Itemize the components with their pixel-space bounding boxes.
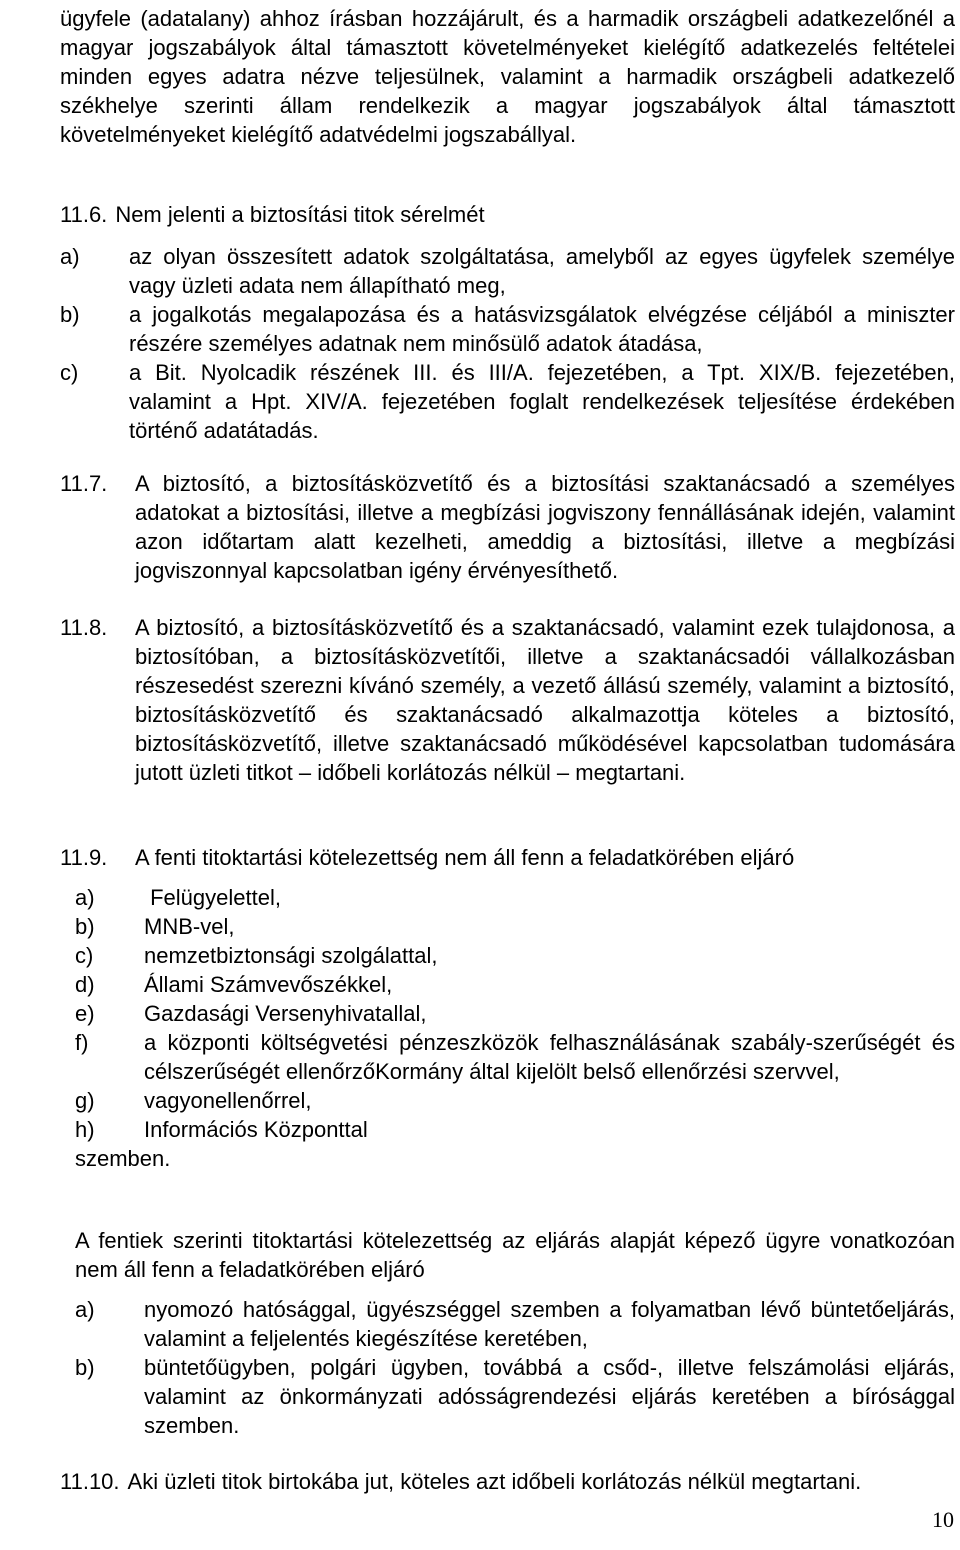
list-item-text: Felügyelettel,: [144, 885, 281, 910]
list-item-letter: b): [75, 1355, 95, 1380]
list-item: [75, 1353, 955, 1440]
list-item-text: MNB-vel,: [144, 914, 235, 939]
list-item-letter: g): [75, 1088, 95, 1113]
section-11-10: [60, 1467, 955, 1496]
list-item-letter: d): [75, 972, 95, 997]
list-item-letter: f): [75, 1030, 89, 1055]
list-item: [75, 1295, 955, 1353]
section-number: 11.6.: [60, 202, 108, 227]
section-number: 11.7.: [60, 471, 108, 496]
section-11-8: [60, 613, 955, 787]
list-item-text: Gazdasági Versenyhivatallal,: [144, 1001, 427, 1026]
section-title: Nem jelenti a biztosítási titok sérelmét: [115, 202, 485, 227]
list-item-text: büntetőügyben, polgári ügyben, továbbá a csőd-, illetve felszámolási eljárás, valamint az önkormányzati adósságrendezési eljárás keretében a bírósággal szemben.: [144, 1355, 955, 1438]
intro-paragraph: [60, 4, 955, 149]
list-item: [75, 1086, 955, 1115]
list-item: [75, 1028, 955, 1086]
paragraph-text: A fentiek szerinti titoktartási kötelezettség az eljárás alapját képező ügyre vonatkozóan nem áll fenn a feladatkörében eljáró: [75, 1228, 955, 1282]
section-number: 11.8.: [60, 615, 108, 640]
list-item-letter: c): [60, 360, 79, 385]
list-item-text: vagyonellenőrrel,: [144, 1088, 312, 1113]
section-text: Aki üzleti titok birtokába jut, köteles azt időbeli korlátozás nélkül megtartani.: [127, 1469, 862, 1494]
section-11-9: [60, 843, 955, 872]
list-item-text: az olyan összesített adatok szolgáltatása, amelyből az egyes ügyfelek személye vagy üzleti adata nem állapítható meg,: [129, 244, 955, 298]
section-11-6-heading: [60, 200, 955, 229]
list-item: [60, 300, 955, 358]
list-item: [75, 941, 955, 970]
section-11-6-list: [60, 242, 955, 445]
page-number: 10: [932, 1507, 954, 1532]
list-item-text: Állami Számvevőszékkel,: [144, 972, 393, 997]
list-item-letter: b): [60, 302, 80, 327]
list-item: [60, 358, 955, 445]
list-item-letter: e): [75, 1001, 95, 1026]
list-item: [75, 999, 955, 1028]
section-11-10-row: [60, 1467, 955, 1496]
section-text: A biztosító, a biztosításközvetítő és a szaktanácsadó, valamint ezek tulajdonosa, a biztosítóban, a biztosításközvetítői, illetve a szaktanácsadói vállalkozásban részesedést szerezni kívánó személy, a vezető állású személy, valamint a biztosító, biztosításközvetítő és szaktanácsadó alkalmazottja köteles a biztosító, biztosításközvetítő, illetve szaktanácsadó működésével kapcsolatban tudomására jutott üzleti titkot – időbeli korlátozás nélkül – megtartani.: [135, 615, 955, 785]
list-item: [60, 242, 955, 300]
list-item-text: a Bit. Nyolcadik részének III. és III/A. fejezetében, a Tpt. XIX/B. fejezetében, valamint a Hpt. XIV/A. fejezetében foglalt rendelkezések teljesítése érdekében történő adatátadás.: [129, 360, 955, 443]
section-11-7-row: [60, 469, 955, 585]
section-number: 11.9.: [60, 845, 108, 870]
list-closing: szemben.: [75, 1146, 171, 1171]
section-11-9-list: [75, 883, 955, 1173]
list-item: [75, 970, 955, 999]
section-11-9-paragraph-2: [75, 1226, 955, 1284]
list-item-letter: c): [75, 943, 94, 968]
list-item-text: nyomozó hatósággal, ügyészséggel szemben a folyamatban lévő büntetőeljárás, valamint a feljelentés kiegészítése keretében,: [144, 1297, 955, 1351]
section-11-8-row: [60, 613, 955, 787]
list-item: [75, 912, 955, 941]
list-item: [75, 883, 955, 912]
list-item-text: Információs Központtal: [144, 1117, 368, 1142]
list-item-letter: a): [60, 244, 80, 269]
list-item-letter: a): [75, 1297, 95, 1322]
intro-text: ügyfele (adatalany) ahhoz írásban hozzájárult, és a harmadik országbeli adatkezelőnél a magyar jogszabályok által támasztott követelményeket kielégítő adatkezelés feltételei minden egyes adatra nézve teljesülnek, valamint a harmadik országbeli adatkezelő székhelye szerinti állam rendelkezik a magyar jogszabályok által támasztott követelményeket kielégítő adatvédelmi jogszabállyal.: [60, 6, 955, 147]
section-text: A biztosító, a biztosításközvetítő és a biztosítási szaktanácsadó a személyes adatokat a biztosítási, illetve a megbízási jogviszony fennállásának idején, valamint azon időtartam alatt kezelheti, ameddig a biztosítási, illetve a megbízási jogviszonnyal kapcsolatban igény érvényesíthető.: [135, 471, 955, 583]
list-item: [75, 1115, 955, 1144]
list-item-text: a központi költségvetési pénzeszközök felhasználásának szabály-szerűségét és célszerűségét ellenőrzőKormány által kijelölt belső ellenőrzési szervvel,: [144, 1030, 955, 1084]
section-number: 11.10.: [60, 1469, 120, 1494]
list-item-text: nemzetbiztonsági szolgálattal,: [144, 943, 438, 968]
list-item-letter: a): [75, 885, 95, 910]
list-item-letter: h): [75, 1117, 95, 1142]
section-11-9-list-2: [75, 1295, 955, 1440]
section-11-6: [60, 200, 955, 229]
list-item-letter: b): [75, 914, 95, 939]
list-item-text: a jogalkotás megalapozása és a hatásvizsgálatok elvégzése céljából a miniszter részére személyes adatnak nem minősülő adatok átadása,: [129, 302, 955, 356]
section-11-7: [60, 469, 955, 585]
section-title: A fenti titoktartási kötelezettség nem áll fenn a feladatkörében eljáró: [135, 845, 795, 870]
section-11-9-heading: [60, 843, 955, 872]
